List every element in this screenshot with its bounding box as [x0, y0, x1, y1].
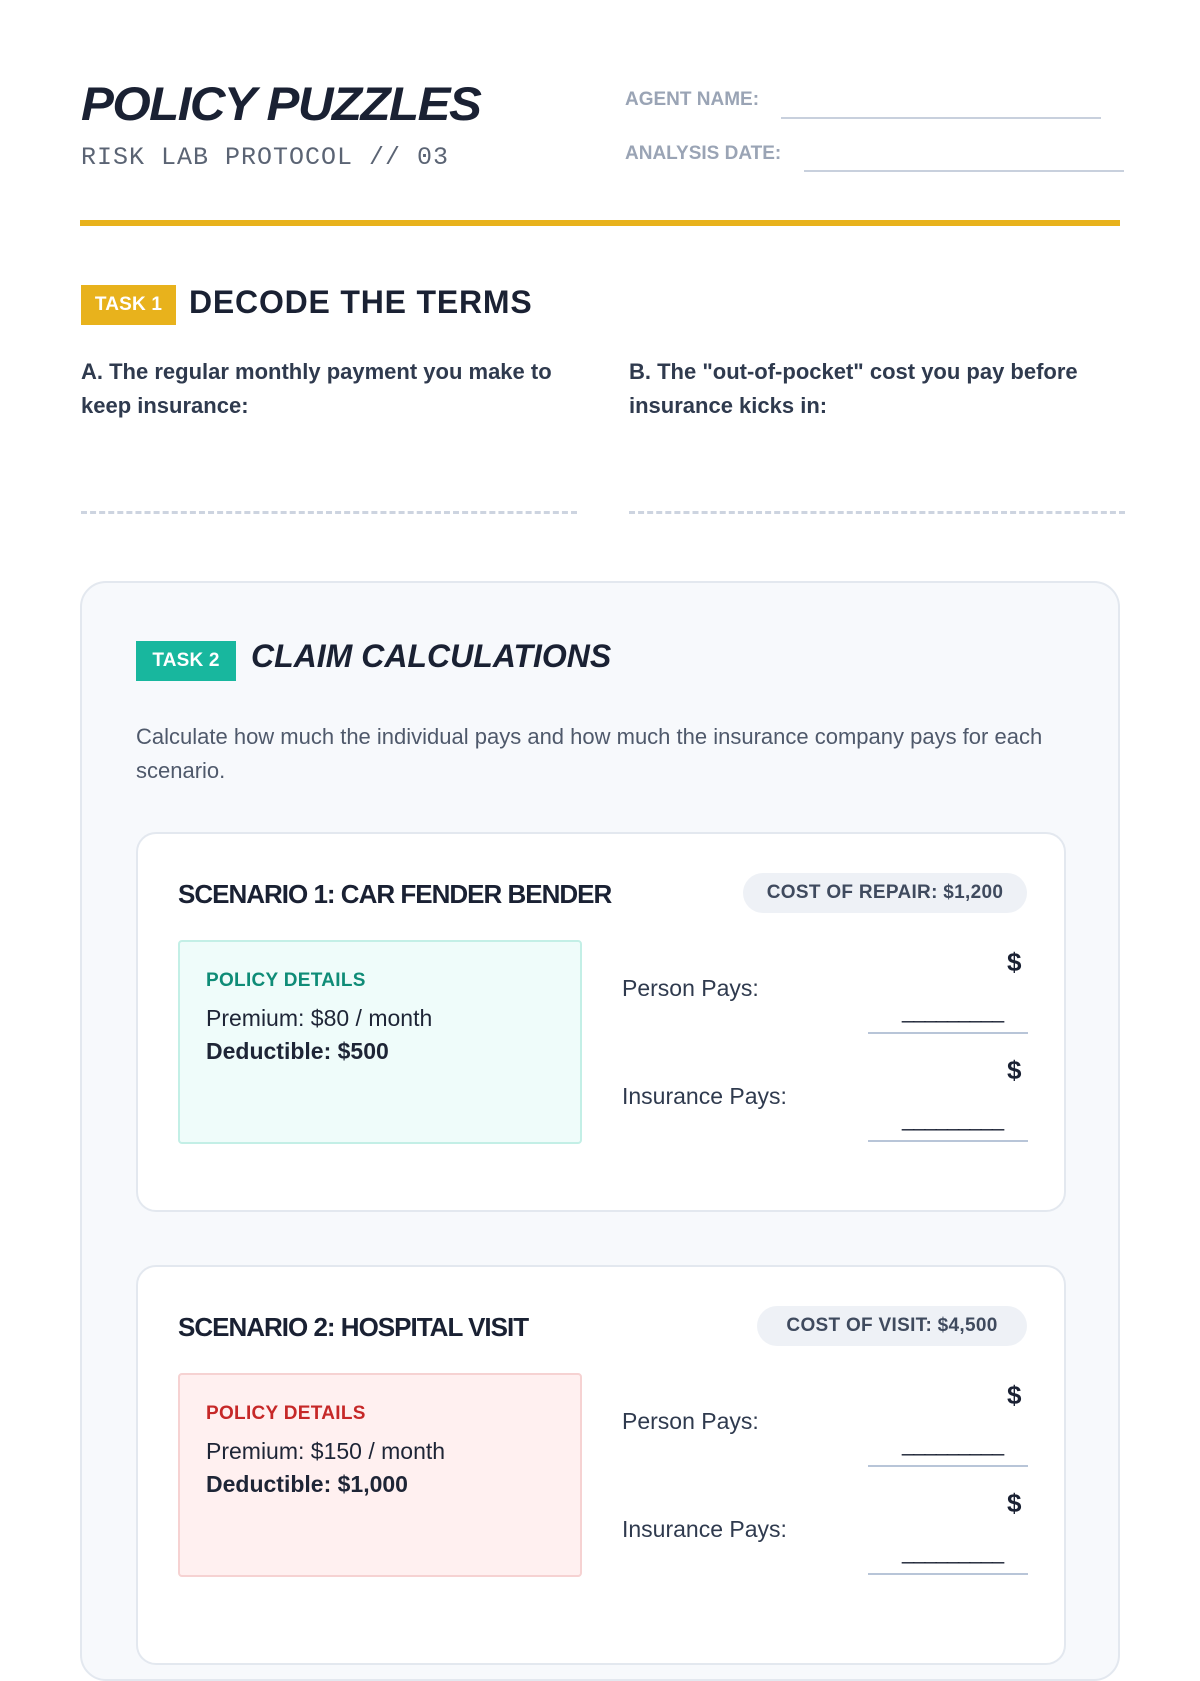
task2-instructions: Calculate how much the individual pays and how much the insurance company pays for each scenario. — [136, 724, 1043, 783]
question-b: B. The "out-of-pocket" cost you pay before insurance kicks in: — [629, 359, 1078, 418]
deductible-text: Deductible: $500 — [206, 1038, 389, 1064]
page-subtitle: RISK LAB PROTOCOL // 03 — [81, 143, 450, 172]
person-pays-blank: _________ — [902, 998, 1004, 1023]
scenario-title: SCENARIO 1: CAR FENDER BENDER — [178, 879, 612, 909]
insurance-pays-label: Insurance Pays: — [622, 1516, 787, 1542]
header-divider — [80, 220, 1120, 226]
insurance-pays-answer-field[interactable] — [868, 1573, 1028, 1575]
currency-symbol: $ — [1007, 1055, 1022, 1085]
task1-heading: DECODE THE TERMS — [189, 284, 533, 320]
person-pays-label: Person Pays: — [622, 1408, 759, 1434]
person-pays-label: Person Pays: — [622, 975, 759, 1001]
premium-text: Premium: $80 / month — [206, 1005, 433, 1031]
insurance-pays-label: Insurance Pays: — [622, 1083, 787, 1109]
task2-heading: CLAIM CALCULATIONS — [251, 638, 612, 674]
scenario-title: SCENARIO 2: HOSPITAL VISIT — [178, 1312, 529, 1342]
page-title: POLICY PUZZLES — [81, 77, 481, 130]
agent-name-field[interactable] — [781, 117, 1101, 119]
task2-badge: TASK 2 — [136, 641, 236, 681]
answer-a-line[interactable] — [81, 511, 577, 514]
task1-badge: TASK 1 — [81, 285, 176, 325]
currency-symbol: $ — [1007, 1488, 1022, 1518]
insurance-pays-answer-field[interactable] — [868, 1140, 1028, 1142]
insurance-pays-blank: _________ — [902, 1539, 1004, 1564]
answer-b-line[interactable] — [629, 511, 1125, 514]
insurance-pays-blank: _________ — [902, 1106, 1004, 1131]
question-a: A. The regular monthly payment you make to keep insurance: — [81, 359, 552, 418]
analysis-date-label: ANALYSIS DATE: — [625, 143, 782, 164]
currency-symbol: $ — [1007, 1380, 1022, 1410]
premium-text: Premium: $150 / month — [206, 1438, 446, 1464]
currency-symbol: $ — [1007, 947, 1022, 977]
cost-badge: COST OF REPAIR: $1,200 — [743, 873, 1027, 913]
deductible-text: Deductible: $1,000 — [206, 1471, 408, 1497]
agent-name-label: AGENT NAME: — [625, 89, 760, 110]
policy-details-label: POLICY DETAILS — [206, 970, 366, 991]
policy-details-label: POLICY DETAILS — [206, 1403, 366, 1424]
person-pays-blank: _________ — [902, 1431, 1004, 1456]
cost-badge: COST OF VISIT: $4,500 — [757, 1306, 1027, 1346]
analysis-date-field[interactable] — [804, 170, 1124, 172]
person-pays-answer-field[interactable] — [868, 1465, 1028, 1467]
person-pays-answer-field[interactable] — [868, 1032, 1028, 1034]
